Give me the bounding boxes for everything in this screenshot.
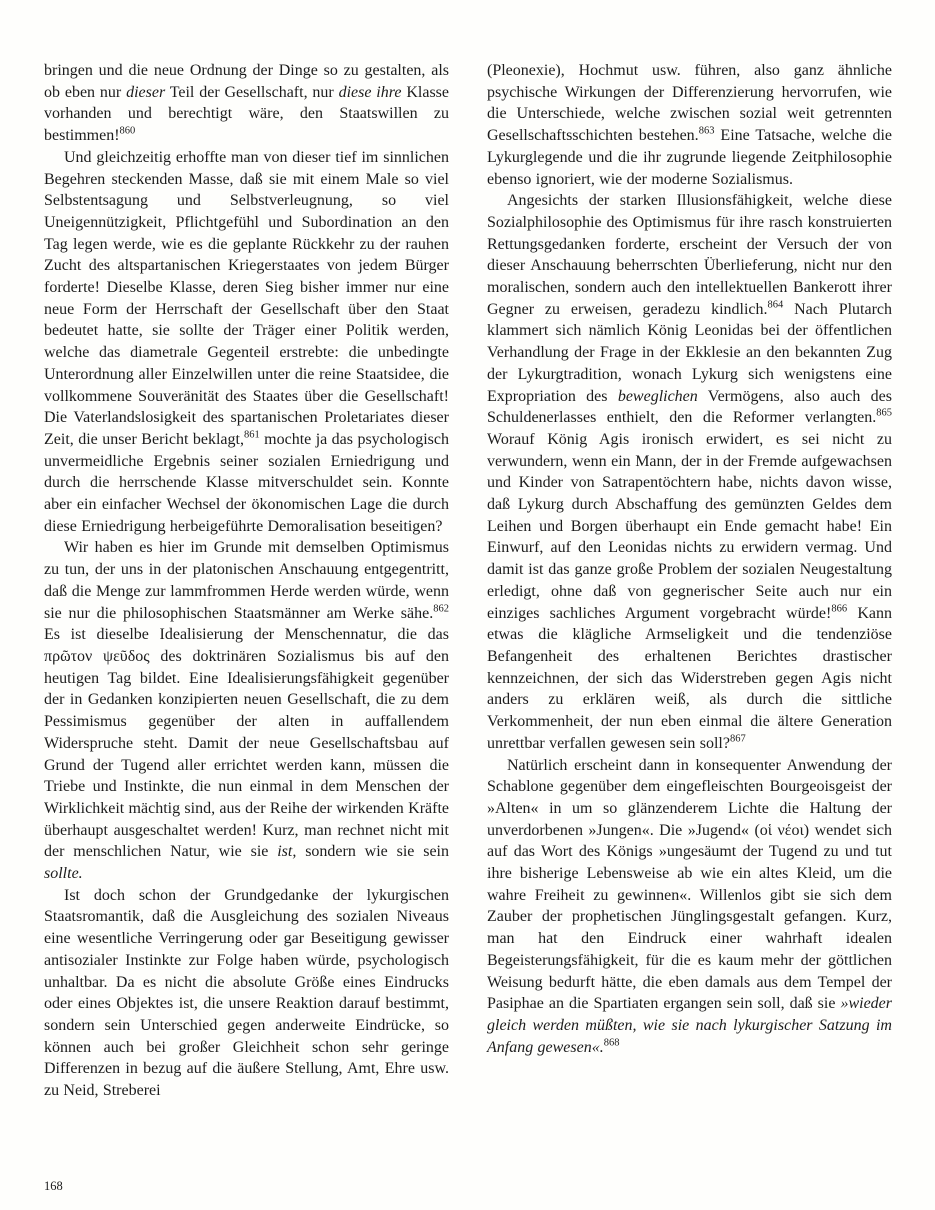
footnote-ref: 861 [243, 429, 260, 441]
text-run: Wir haben es hier im Grunde mit demselben Optimismus zu tun, der uns in der platonischen Anschauung entgegentritt, daß die Menge zur lammfrommen Herde werden würde, wenn sie nur die philosophischen Staatsmänner am Werke sähe. [44, 539, 449, 622]
paragraph [487, 755, 892, 1059]
footnote-ref: 865 [876, 407, 892, 419]
paragraph [487, 190, 892, 754]
page-number: 168 [44, 1179, 63, 1193]
text-run: sondern wie sie sein [296, 843, 449, 861]
right-column [487, 60, 892, 1102]
paragraph [44, 537, 449, 884]
text-run: (Pleonexie), Hochmut usw. führen, also ganz ähnliche psychische Wirkungen der Differenzierung hervorrufen, wie die Unterschiede, welche zwischen sozial weit getrennten Gesellschaftsschichten bestehen. [487, 62, 892, 145]
footnote-ref: 860 [119, 125, 136, 137]
text-run: Kann etwas die klägliche Armseligkeit und die tendenziöse Befangenheit des erhaltenen Berichtes drastischer kennzeichnen, der sich das Widerstreben gegen Agis nicht anders zu erklären weiß, als durch die sittliche Verkommenheit, der nun eben einmal die ältere Generation unrettbar verfallen gewesen sein soll? [487, 604, 892, 752]
text-run: Vermögens, also auch des Schuldenerlasses enthielt, den die Reformer verlangten. [487, 387, 892, 427]
text-columns [44, 60, 891, 1102]
italic-text: ist, [277, 843, 297, 861]
left-column [44, 60, 449, 1102]
text-run: Eine Tatsache, welche die Lykurglegende und die ihr zugrunde liegende Zeitphilosophie ebenso ignoriert, wie der moderne Sozialismus. [487, 127, 892, 188]
footnote-ref: 863 [698, 125, 715, 137]
footnote-ref: 862 [433, 603, 449, 615]
text-run: bringen und die neue Ordnung der Dinge so zu gestalten, als ob eben nur [44, 62, 449, 101]
italic-text: beweglichen [617, 387, 698, 405]
paragraph [44, 147, 449, 538]
italic-text: diese ihre [338, 83, 402, 101]
footnote-ref: 864 [767, 299, 784, 311]
footnote-ref: 866 [831, 603, 848, 615]
footnote-ref: 868 [603, 1037, 620, 1049]
italic-text: sollte. [44, 865, 83, 883]
text-run: Und gleichzeitig erhoffte man von dieser tief im sinnlichen Begehren steckenden Masse, daß sie mit einem Male so viel Selbstentsagung und Selbstverleugnung, so viel Uneigennützigkeit, Pflichtgefühl und Subordination an den Tag legen werde, wie es die geplante Rückkehr zu der rauhen Zucht des altspartanischen Kriegerstaates von jedem Bürger forderte! Dieselbe Klasse, deren Sieg bisher immer nur eine neue Form der Herrschaft der Gesellschaft über den Staat bedeutet hatte, sie sollte der Träger einer Politik werden, welche das diametrale Gegenteil erstrebte: die unbedingte Unterordnung aller Einzelwillen unter die reine Staatsidee, die vollkommene Souveränität des Staates über die Gesellschaft! Die Vaterlandslosigkeit des spartanischen Proletariates dieser Zeit, die unser Bericht beklagt, [44, 148, 449, 448]
text-run: Nach Plutarch klammert sich nämlich König Leonidas bei der öffentlichen Verhandlung der Frage in der Ekklesie an den bekannten Zug der Lykurgtradition, wonach Lykurg sich wenigstens eine Expropriation des [487, 300, 893, 405]
text-run: mochte ja das psychologisch unvermeidliche Ergebnis seiner sozialen Erniedrigung und durch die herrschende Klasse mitverschuldet sein. Konnte aber ein einfacher Wechsel der ökonomischen Lage die durch diese Erniedrigung herbeigeführte Demoralisation beseitigen? [44, 430, 450, 535]
text-run: Natürlich erscheint dann in konsequenter Anwendung der Schablone gegenüber dem eingefleischten Bourgeoisgeist der »Alten« in um so glänzenderem Lichte die Haltung der unverdorbenen »Jungen«. Die »Jugend« (οἱ νέοι) wendet sich auf das Wort des Königs »ungesäumt der Tugend zu und tut ihre bisherige Lebensweise ab wie ein altes Kleid, um die wahre Freiheit zu gewinnen«. Willenlos gibt sie sich dem Zauber der prophetischen Jünglingsgestalt gefangen. Kurz, man hat den Eindruck einer wahrhaft idealen Begeisterungsfähigkeit, für die es kaum mehr der göttlichen Weisung bedurft hätte, die eben damals aus dem Tempel der Pasiphae an die Spartiaten ergangen sein soll, daß sie [487, 756, 892, 1013]
text-run: Worauf König Agis ironisch erwidert, es sei nicht zu verwundern, wenn ein Mann, der in der Fremde aufgewachsen und Kinder von Satrapentöchtern habe, nichts davon wisse, daß Lykurg durch Abschaffung des gemünzten Geldes dem Leihen und Borgen überhaupt ein Ende gemacht habe! Ein Einwurf, auf den Leonidas nichts zu erwidern vermag. Und damit ist das ganze große Problem der sozialen Neugestaltung erledigt, ohne daß von gegnerischer Seite auch nur ein einziges sachliches Argument vorgebracht würde! [487, 430, 892, 622]
text-run: Angesichts der starken Illusionsfähigkeit, welche diese Sozialphilosophie des Optimismus für ihre rasch konstruierten Rettungsgedanken forderte, erscheint der Versuch der von dieser Anschauung beherrschten Überlieferung, nicht nur den moralischen, sondern auch den intellektuellen Bankerott ihrer Gegner zu erweisen, geradezu kindlich. [487, 192, 892, 318]
text-run: Es ist dieselbe Idealisierung der Menschennatur, die das πρῶτον ψεῦδος des doktrinären Sozialismus bis auf den heutigen Tag bildet. Eine Idealisierungsfähigkeit gegenüber der in Gedanken konzipierten neuen Gesellschaft, die zu dem Pessimismus gegenüber der alten in auffallendem Widerspruche steht. Damit der neue Gesellschaftsbau auf Grund der Tugend aller errichtet werden kann, müssen die Triebe und Instinkte, die nun einmal in dem Menschen der Wirklichkeit mächtig sind, aus der Reihe der wirkenden Kräfte überhaupt ausgeschaltet werden! Kurz, man rechnet nicht mit der menschlichen Natur, wie sie [44, 626, 449, 861]
text-run: Teil der Gesellschaft, nur [165, 83, 339, 101]
paragraph [44, 60, 449, 147]
text-run: Klasse vorhanden und berechtigt wäre, den Staatswillen zu bestimmen! [44, 83, 449, 145]
footnote-ref: 867 [729, 733, 746, 745]
text-run: Ist doch schon der Grundgedanke der lykurgischen Staatsromantik, daß die Ausgleichung des sozialen Niveaus eine wesentliche Verringerung oder gar Beseitigung gewisser antisozialer Instinkte zur Folge haben würde, psychologisch unhaltbar. Da es nicht die absolute Größe eines Eindrucks oder eines Objektes ist, die unsere Reaktion darauf bestimmt, sondern sein Unterschied gegen anderweite Eindrücke, so können auch bei großer Gleichheit schon sehr geringe Differenzen in bezug auf die äußere Stellung, Amt, Ehre usw. zu Neid, Streberei [44, 886, 449, 1100]
italic-text: dieser [126, 83, 166, 101]
paragraph [44, 885, 449, 1102]
paragraph [487, 60, 892, 190]
italic-text: »wieder gleich werden müßten, wie sie nach lykurgischer Satzung im Anfang gewesen«. [487, 995, 892, 1056]
